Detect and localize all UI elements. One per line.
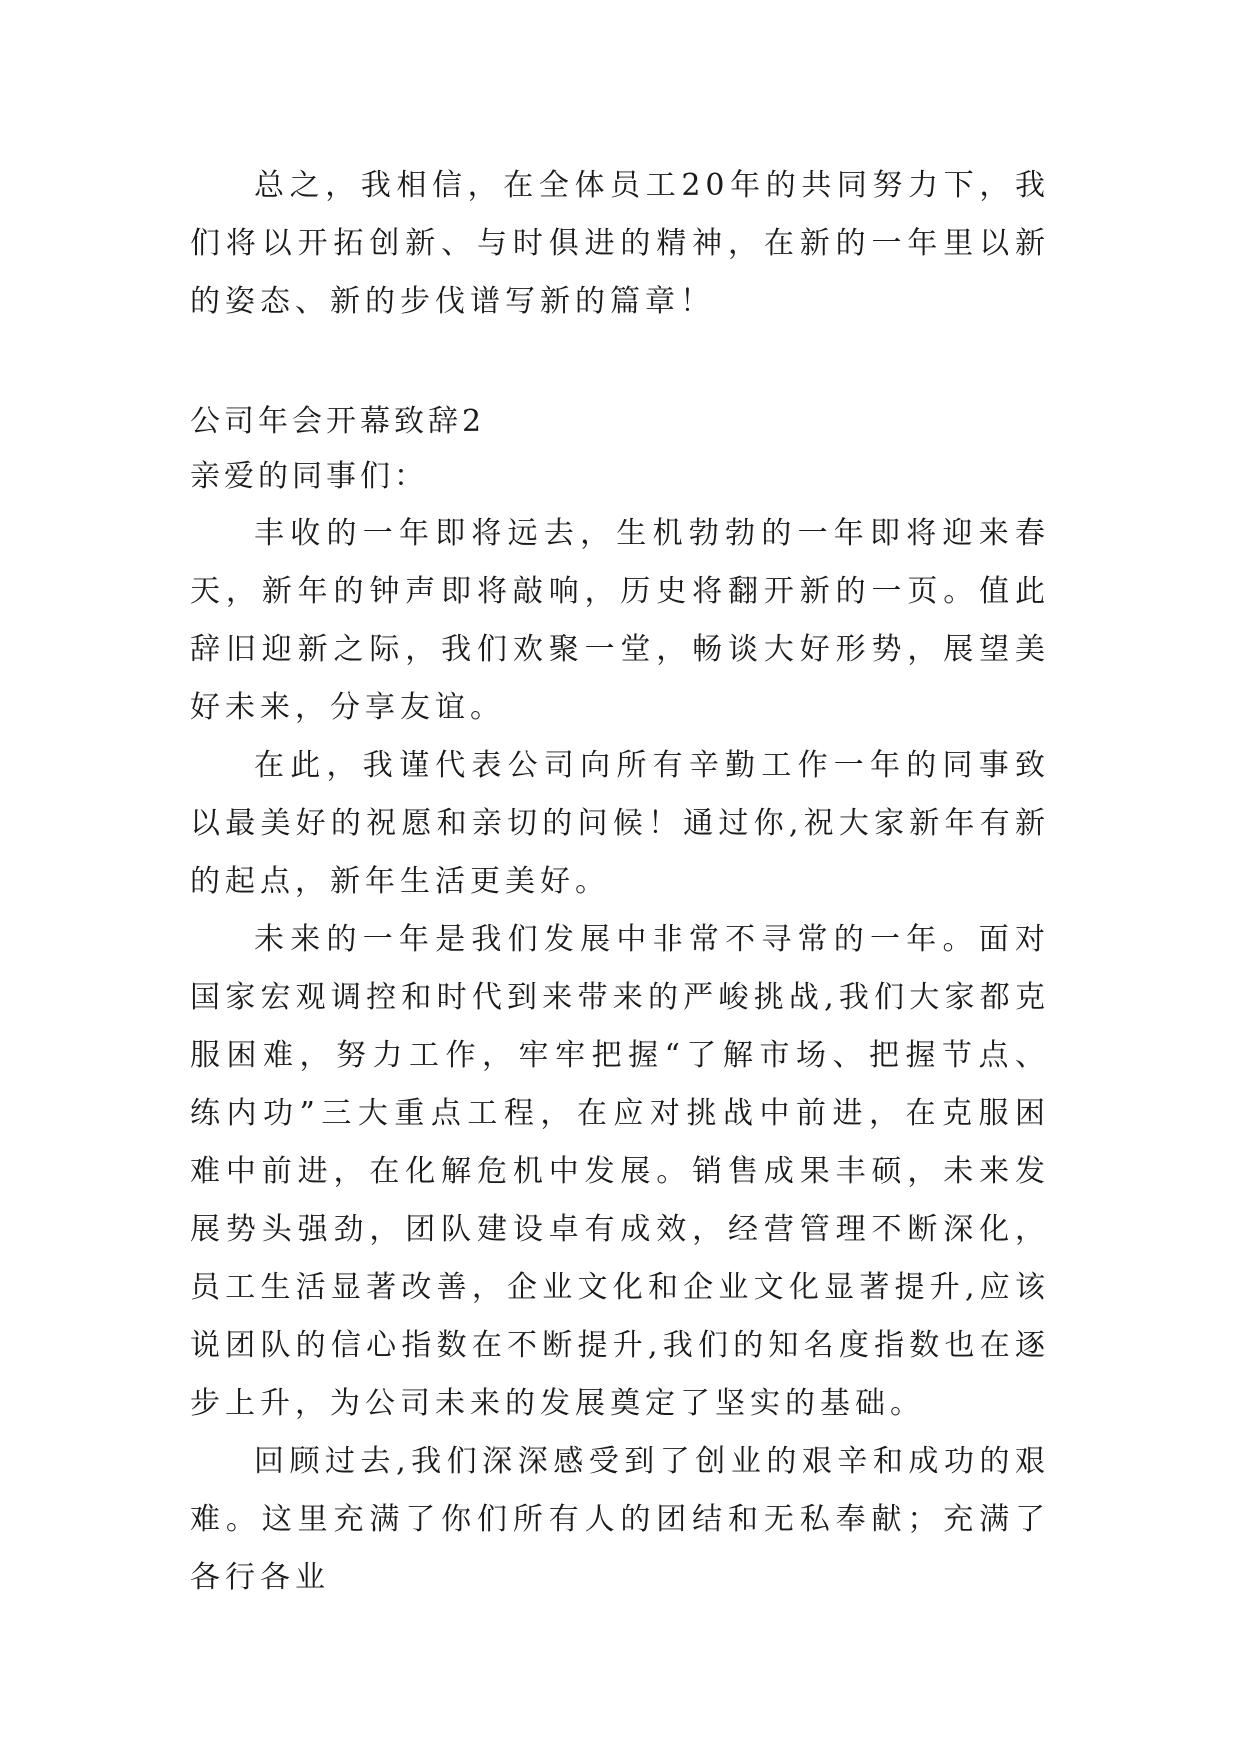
section-title: 公司年会开幕致辞2: [190, 404, 486, 439]
document-body: [190, 157, 1050, 1607]
body-paragraph: 在此，我谨代表公司向所有辛勤工作一年的同事致以最美好的祝愿和亲切的问候！通过你,祝大家新年有新的起点，新年生活更美好。: [190, 748, 1050, 899]
intro-paragraph: 总之，我相信，在全体员工20年的共同努力下，我们将以开拓创新、与时俱进的精神，在新的一年里以新的姿态、新的步伐谱写新的篇章！: [190, 168, 1050, 319]
greeting: 亲爱的同事们：: [190, 459, 428, 494]
body-paragraph: 未来的一年是我们发展中非常不寻常的一年。面对国家宏观调控和时代到来带来的严峻挑战,我们大家都克服困难，努力工作，牢牢把握“了解市场、把握节点、练内功”三大重点工程，在应对挑战中前进，在克服困难中前进，在化解危机中发展。销售成果丰硕，未来发展势头强劲，团队建设卓有成效，经营管理不断深化，员工生活显著改善，企业文化和企业文化显著提升,应该说团队的信心指数在不断提升,我们的知名度指数也在逐步上升，为公司未来的发展奠定了坚实的基础。: [190, 922, 1050, 1421]
body-paragraph: 回顾过去,我们深深感受到了创业的艰辛和成功的艰难。这里充满了你们所有人的团结和无私奉献；充满了各行各业: [190, 1444, 1050, 1595]
body-paragraph: 丰收的一年即将远去，生机勃勃的一年即将迎来春天，新年的钟声即将敲响，历史将翻开新的一页。值此辞旧迎新之际，我们欢聚一堂，畅谈大好形势，展望美好未来，分享友谊。: [190, 516, 1050, 725]
